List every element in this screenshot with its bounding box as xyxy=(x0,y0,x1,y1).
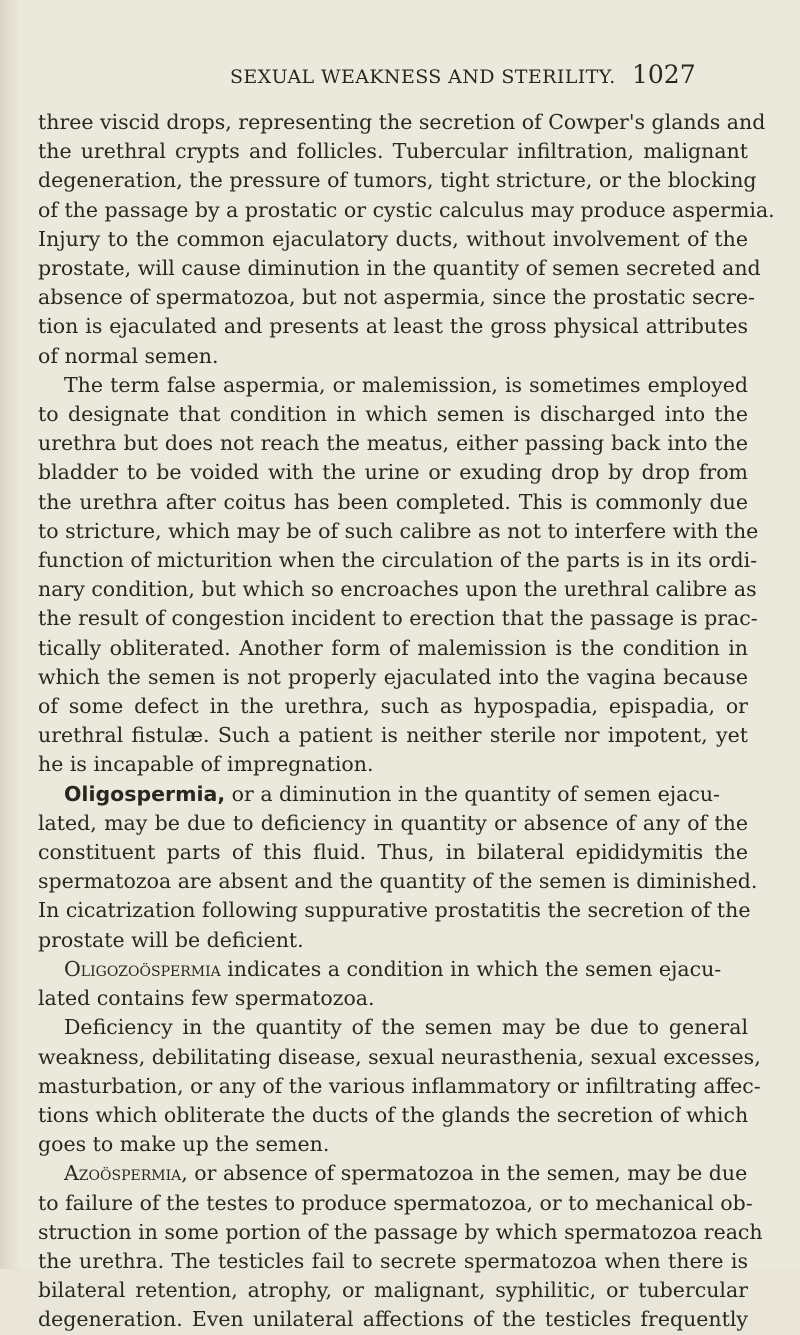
text-line: bilateral retention, atrophy, or malignant, syphilitic, or tubercular xyxy=(38,1278,748,1303)
text-line: goes to make up the semen. xyxy=(38,1132,330,1157)
text-line: to failure of the testes to produce spermatozoa, or to mechanical ob- xyxy=(38,1190,753,1215)
text-line xyxy=(38,955,748,984)
text-line: urethra but does not reach the meatus, either passing back into the xyxy=(38,431,748,456)
text-line: which the semen is not properly ejaculated into the vagina because xyxy=(38,664,748,689)
text-line: prostate will be deficient. xyxy=(38,927,304,952)
text-line: of normal semen. xyxy=(38,343,219,368)
text-line: three viscid drops, representing the secretion of Cowper's glands and xyxy=(38,110,766,134)
text-line xyxy=(38,1159,748,1188)
term-oligozoospermia: Oligozoöspermia xyxy=(64,956,221,981)
text-line xyxy=(38,780,748,809)
text-line: bladder to be voided with the urine or exuding drop by drop from xyxy=(38,460,748,485)
text-fragment: or a diminution in the quantity of semen ejacu- xyxy=(225,781,720,806)
text-line: tically obliterated. Another form of malemission is the condition in xyxy=(38,635,748,660)
text-line: nary condition, but which so encroaches upon the urethral calibre as xyxy=(38,577,757,602)
text-line: urethral fistulæ. Such a patient is neither sterile nor impotent, yet xyxy=(38,723,748,748)
text-line: to designate that condition in which semen is discharged into the xyxy=(38,402,748,427)
text-line: prostate, will cause diminution in the quantity of semen secreted and xyxy=(38,256,761,281)
text-line: tions which obliterate the ducts of the glands the secretion of which xyxy=(38,1102,749,1127)
text-line: Injury to the common ejaculatory ducts, without involvement of the xyxy=(38,226,748,251)
text-line: of some defect in the urethra, such as hypospadia, epispadia, or xyxy=(38,694,748,719)
text-line: the urethral crypts and follicles. Tubercular infiltration, malignant xyxy=(38,139,748,164)
page-gutter-shadow xyxy=(0,0,20,1269)
text-line: to stricture, which may be of such calibre as not to interfere with the xyxy=(38,518,759,543)
text-line: degeneration, the pressure of tumors, tight stricture, or the blocking xyxy=(38,168,757,193)
body-text xyxy=(38,108,775,1335)
text-line: tion is ejaculated and presents at least the gross physical attributes xyxy=(38,314,748,339)
text-line: the urethra. The testicles fail to secrete spermatozoa when there is xyxy=(38,1248,748,1273)
text-fragment: or absence of spermatozoa in the semen, may be due xyxy=(187,1161,748,1186)
text-fragment: indicates a condition in which the semen ejacu- xyxy=(220,956,722,981)
text-line: constituent parts of this fluid. Thus, in bilateral epididymitis the xyxy=(38,840,748,865)
text-line: masturbation, or any of the various inflammatory or infiltrating affec- xyxy=(38,1073,761,1098)
text-line: degeneration. Even unilateral affections of the testicles frequently xyxy=(38,1307,748,1332)
term-oligospermia: Oligospermia, xyxy=(64,781,226,806)
text-line: Deficiency in the quantity of the semen may be due to general xyxy=(64,1015,748,1040)
text-line: of the passage by a prostatic or cystic calculus may produce aspermia. xyxy=(38,197,775,222)
text-line: In cicatrization following suppurative prostatitis the secretion of the xyxy=(38,898,751,923)
text-line: The term false aspermia, or malemission, is sometimes employed xyxy=(64,372,748,397)
text-line: function of micturition when the circulation of the parts is in its ordi- xyxy=(38,548,758,573)
text-line: weakness, debilitating disease, sexual neurasthenia, sexual excesses, xyxy=(38,1044,761,1069)
text-line: the result of congestion incident to erection that the passage is prac- xyxy=(38,606,758,631)
running-head: SEXUAL WEAKNESS AND STERILITY. xyxy=(230,66,616,88)
text-line: lated, may be due to deficiency in quantity or absence of any of the xyxy=(38,810,748,835)
text-line: the urethra after coitus has been completed. This is commonly due xyxy=(38,489,748,514)
text-line: lated contains few spermatozoa. xyxy=(38,986,375,1011)
text-line: spermatozoa are absent and the quantity of the semen is diminished. xyxy=(38,869,758,894)
text-line: he is incapable of impregnation. xyxy=(38,752,374,777)
term-azoospermia: Azoöspermia, xyxy=(64,1161,188,1186)
page-number: 1027 xyxy=(632,60,696,89)
text-line: struction in some portion of the passage by which spermatozoa reach xyxy=(38,1219,763,1244)
text-line: absence of spermatozoa, but not aspermia, since the prostatic secre- xyxy=(38,285,755,310)
